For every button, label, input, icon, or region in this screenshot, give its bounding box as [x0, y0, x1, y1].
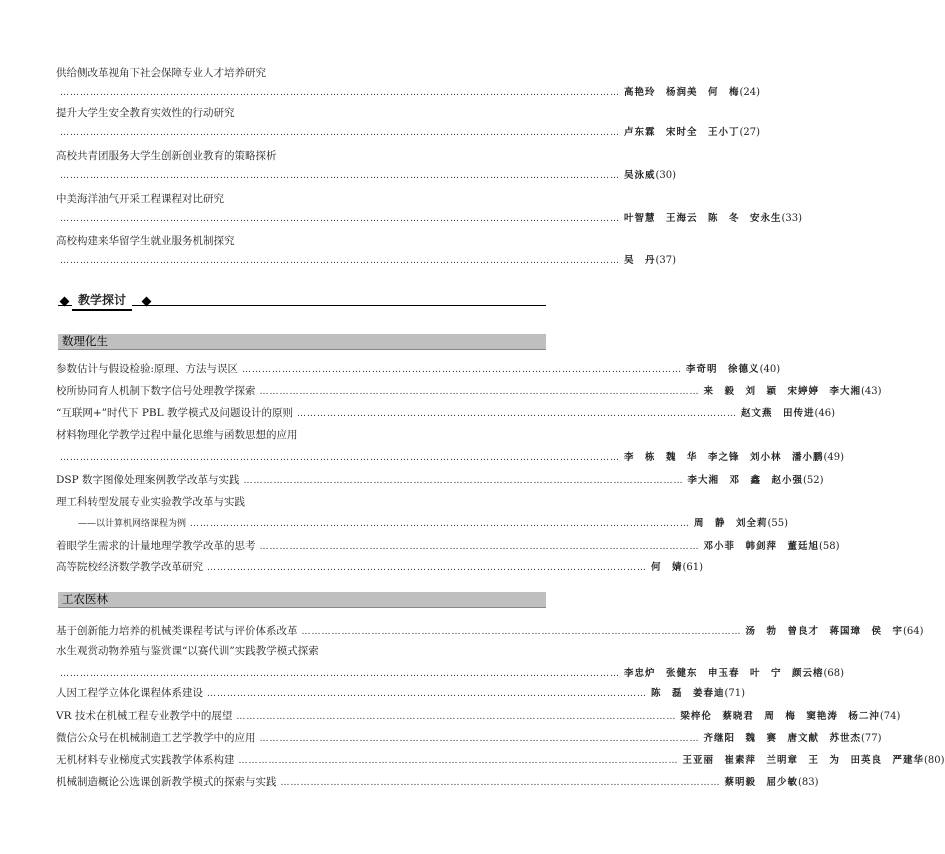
entry-title: DSP 数字图像处理案例教学改革与实践	[56, 474, 240, 486]
top-entry-1	[56, 106, 761, 140]
entry-page: (43)	[861, 386, 882, 397]
entry-title: 机械制造概论公选课创新教学模式的探索与实践	[56, 776, 277, 788]
entry-title: 高等院校经济数学教学改革研究	[56, 561, 203, 573]
cat0-entry-4	[56, 473, 824, 487]
entry-page: (77)	[861, 733, 882, 744]
cat1-entry-0	[56, 624, 924, 638]
entry-title: 基于创新能力培养的机械类课程考试与评价体系改革	[56, 625, 298, 637]
entry-authors: 来 毅 刘 颖 宋婷婷 李大湘	[703, 386, 862, 397]
cat0-entry-1	[56, 384, 882, 398]
entry-page: (64)	[903, 626, 924, 637]
entry-authors: 李奇明 徐德义	[686, 364, 760, 375]
entry-page: (24)	[739, 87, 761, 98]
cat1-entry-3	[56, 709, 901, 723]
entry-authors: 李大湘 邓 鑫 赵小强	[687, 475, 804, 486]
dot-leader: ……………………………………………………………………………………………………………………	[259, 387, 700, 397]
dot-leader: ……………………………………………………………………………………………………………………	[301, 627, 742, 637]
entry-authors: 梁梓伦 蔡晓君 周 梅 窦艳涛 杨二沖	[680, 711, 880, 722]
cat1-entry-2	[56, 686, 746, 700]
entry-title: “互联网+”时代下 PBL 教学模式及问题设计的原则	[56, 407, 293, 419]
entry-authors: 赵文燕 田传进	[740, 408, 815, 419]
entry-authors: 高艳玲 杨润美 何 梅	[624, 87, 740, 98]
entry-page: (83)	[798, 777, 819, 788]
cat0-entry-3	[56, 428, 845, 465]
cat1-entry-6	[56, 775, 819, 789]
entry-page: (52)	[803, 475, 824, 486]
cat0-entry-7	[56, 560, 704, 574]
entry-title: 高校构建来华留学生就业服务机制探究	[56, 235, 235, 247]
dot-leader: ……………………………………………………………………………………………………………………………………………………	[60, 669, 620, 679]
entry-page: (68)	[823, 668, 845, 679]
entry-authors: 李 栋 魏 华 李之锋 刘小林 潘小鹏	[624, 452, 824, 463]
entry-authors: 邓小菲 韩剑萍 董廷旭	[703, 541, 820, 552]
cat1-entry-4	[56, 731, 882, 745]
dot-leader: ……………………………………………………………………………………………………………………	[207, 689, 647, 699]
dot-leader: ……………………………………………………………………………………………………………………	[243, 476, 684, 486]
entry-title: 校所协同育人机制下数字信号处理教学探索	[56, 385, 256, 397]
dot-leader: ……………………………………………………………………………………………………………………	[236, 712, 677, 722]
entry-authors: 周 静 刘全莉	[694, 518, 768, 529]
entry-title: VR 技术在机械工程专业教学中的展望	[56, 710, 233, 722]
entry-authors: 陈 磊 姜春迪	[651, 688, 725, 699]
dot-leader: ……………………………………………………………………………………………………………………………………………………	[60, 128, 620, 138]
top-entry-4	[56, 234, 677, 268]
dot-leader: ……………………………………………………………………………………………………………………	[259, 542, 700, 552]
category-header	[58, 334, 546, 350]
cat0-entry-0	[56, 362, 781, 376]
top-entry-3	[56, 192, 803, 226]
entry-authors: 何 婧	[651, 562, 683, 573]
dot-leader: ……………………………………………………………………………………………………………………………………………………	[60, 88, 620, 98]
dot-leader: ……………………………………………………………………………………………………………………………………………………	[60, 453, 620, 463]
entry-page: (30)	[655, 170, 677, 181]
entry-page: (80)	[924, 755, 945, 766]
entry-title: 高校共青团服务大学生创新创业教育的策略探析	[56, 150, 277, 162]
section-header	[58, 294, 546, 310]
entry-title: 无机材料专业梯度式实践教学体系构建	[56, 754, 235, 766]
cat1-entry-1	[56, 644, 845, 681]
entry-page: (55)	[767, 518, 789, 529]
dot-leader: ……………………………………………………………………………………………………………………	[242, 365, 683, 375]
entry-title: 材料物理化学教学过程中量化思维与函数思想的应用	[56, 429, 298, 441]
entry-authors: 吴 丹	[624, 255, 656, 266]
cat0-entry-2	[56, 406, 836, 420]
entry-page: (27)	[739, 127, 761, 138]
entry-page: (61)	[682, 562, 704, 573]
entry-title: 微信公众号在机械制造工艺学教学中的应用	[56, 732, 256, 744]
entry-title: 水生观赏动物养殖与鉴赏课“以赛代训”实践教学模式探索	[56, 645, 319, 657]
category-title: 数理化生	[62, 334, 108, 348]
entry-page: (37)	[655, 255, 677, 266]
entry-authors: 吴泳威	[624, 170, 656, 181]
entry-authors: 叶智慧 王海云 陈 冬 安永生	[624, 213, 782, 224]
entry-subtitle: ——以计算机网络课程为例	[78, 519, 187, 529]
entry-authors: 王亚丽 崔素萍 兰明章 王 为 田英良 严建华	[682, 755, 925, 766]
dot-leader: ……………………………………………………………………………………………………………………	[280, 778, 721, 788]
entry-page: (74)	[879, 711, 901, 722]
dot-leader: ……………………………………………………………………………………………………………………………………………………	[60, 214, 620, 224]
dot-leader: ……………………………………………………………………………………………………………………………………………………	[60, 171, 620, 181]
entry-page: (33)	[781, 213, 803, 224]
entry-authors: 齐继阳 魏 赛 唐文献 苏世杰	[703, 733, 862, 744]
dot-leader: ……………………………………………………………………………………………………………………………………	[190, 519, 691, 529]
dot-leader: ……………………………………………………………………………………………………………………	[207, 563, 647, 573]
section-title: 教学探讨	[72, 291, 132, 311]
cat0-entry-6	[56, 539, 840, 553]
top-entry-0	[56, 66, 761, 100]
entry-authors: 蔡明毅 屈少敏	[724, 777, 799, 788]
entry-title: 提升大学生安全教育实效性的行动研究	[56, 107, 235, 119]
entry-authors: 李忠炉 张健东 申玉春 叶 宁 颜云榕	[624, 668, 824, 679]
top-entry-2	[56, 149, 677, 183]
category-header	[58, 592, 546, 608]
dot-leader: ……………………………………………………………………………………………………………………	[296, 409, 737, 419]
entry-page: (49)	[823, 452, 845, 463]
entry-authors: 卢东霖 宋时全 王小丁	[624, 127, 740, 138]
entry-title: 供给侧改革视角下社会保障专业人才培养研究	[56, 67, 266, 79]
entry-title: 人因工程学立体化课程体系建设	[56, 687, 203, 699]
cat1-entry-5	[56, 753, 945, 767]
entry-title: 中美海洋油气开采工程课程对比研究	[56, 193, 224, 205]
entry-page: (40)	[759, 364, 781, 375]
entry-title: 参数估计与假设检验:原理、方法与误区	[56, 363, 239, 375]
entry-title: 着眼学生需求的计量地理学教学改革的思考	[56, 540, 256, 552]
dot-leader: ……………………………………………………………………………………………………………………………………………………	[60, 256, 620, 266]
entry-page: (71)	[724, 688, 746, 699]
entry-authors: 汤 勃 曾良才 蒋国璋 侯 宇	[745, 626, 904, 637]
dot-leader: ……………………………………………………………………………………………………………………	[259, 734, 700, 744]
category-title: 工农医林	[62, 592, 108, 606]
cat0-entry-5	[56, 495, 789, 531]
dot-leader: ……………………………………………………………………………………………………………………	[238, 756, 679, 766]
entry-title: 理工科转型发展专业实验教学改革与实践	[56, 496, 245, 508]
entry-page: (58)	[819, 541, 840, 552]
entry-page: (46)	[814, 408, 836, 419]
